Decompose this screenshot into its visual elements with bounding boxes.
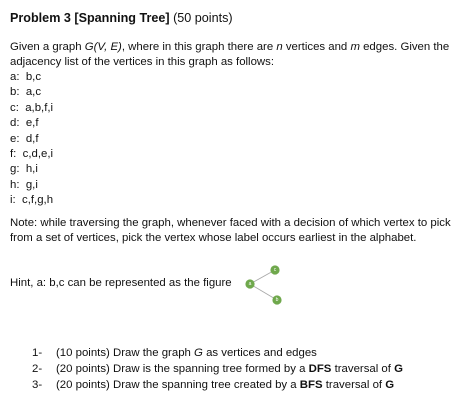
intro-text-3: vertices and — [282, 41, 351, 53]
task-item-2 — [32, 362, 403, 378]
task-text-tail: traversal of — [331, 363, 395, 375]
task-text: (20 points) Draw the spanning tree created by a — [56, 379, 300, 391]
task-number: 2- — [32, 363, 43, 375]
traversal-type: DFS — [308, 363, 332, 375]
task-item-1 — [32, 346, 403, 362]
traversal-type: BFS — [299, 379, 323, 391]
task-text-tail: as vertices and edges — [202, 347, 317, 359]
vertex-label: g — [10, 163, 17, 176]
task-text: (10 points) Draw the graph — [56, 347, 195, 359]
edge-count-symbol: m — [350, 41, 360, 53]
note-paragraph: Note: while traversing the graph, whenever faced with a decision of which vertex to pick from a set of vertices, pick the vertex whose label occurs earliest in the alphabet. — [10, 217, 451, 244]
task-graph-symbol: G — [385, 379, 395, 391]
task-graph-symbol: G — [394, 363, 403, 375]
node-label-b: b — [275, 297, 279, 303]
neighbor-list: c,f,g,h — [22, 194, 54, 207]
adjacency-list — [10, 70, 53, 209]
adjacency-row-a: a: b,c — [10, 71, 42, 83]
problem-points: (50 points) — [173, 11, 233, 25]
adjacency-row-g: g: h,i — [10, 163, 38, 176]
adjacency-row-d: d: e,f — [10, 117, 39, 130]
task-graph-symbol: G — [194, 347, 203, 359]
intro-paragraph — [10, 40, 466, 70]
vertex-count-symbol: n — [276, 41, 283, 53]
vertex-label: f — [10, 147, 14, 160]
intro-text-1: Given a graph — [10, 41, 85, 53]
vertex-label: i — [10, 194, 13, 207]
neighbor-list: h,i — [25, 163, 38, 176]
problem-topic: [Spanning Tree] — [74, 11, 170, 25]
adjacency-row-c: c: a,b,f,i — [10, 101, 54, 114]
vertex-label: c — [10, 101, 16, 114]
problem-label: Problem 3 — [10, 11, 71, 25]
neighbor-list: a,b,f,i — [25, 101, 54, 114]
vertex-label: e — [10, 132, 17, 145]
neighbor-list: d,f — [25, 132, 39, 145]
adjacency-row-e: e: d,f — [10, 132, 39, 145]
adjacency-row-h: h: g,i — [10, 178, 38, 191]
problem-title — [10, 11, 233, 26]
task-text-tail: traversal of — [322, 379, 386, 391]
intro-text-2: , where in this graph there are — [121, 41, 277, 53]
neighbor-list: c,d,e,i — [22, 147, 54, 160]
vertex-label: b — [10, 86, 17, 99]
task-list — [32, 346, 403, 394]
edge-a-b — [250, 284, 277, 300]
graph-notation: G(V, E) — [84, 41, 122, 53]
example-graph-figure — [240, 260, 300, 310]
intro-text-4: edges. Given the adjacency list of the vertices in this graph as follows: — [10, 41, 450, 68]
hint-text: Hint, a: b,c can be represented as the figure — [10, 277, 232, 289]
neighbor-list: e,f — [25, 117, 39, 130]
neighbor-list: a,c — [25, 86, 42, 99]
vertex-label: h — [10, 178, 17, 191]
neighbor-list: b,c — [25, 71, 42, 83]
adjacency-row-b: b: a,c — [10, 86, 42, 99]
neighbor-list: g,i — [25, 178, 38, 191]
vertex-label: a — [10, 71, 17, 83]
task-text: (20 points) Draw is the spanning tree formed by a — [56, 363, 309, 375]
adjacency-row-f: f: c,d,e,i — [10, 147, 54, 160]
node-label-c: c — [273, 267, 277, 273]
task-number: 3- — [32, 379, 43, 391]
adjacency-row-i: i: c,f,g,h — [10, 194, 54, 207]
task-item-3 — [32, 378, 403, 394]
task-number: 1- — [32, 347, 43, 359]
node-label-a: a — [248, 281, 252, 287]
vertex-label: d — [10, 117, 17, 130]
